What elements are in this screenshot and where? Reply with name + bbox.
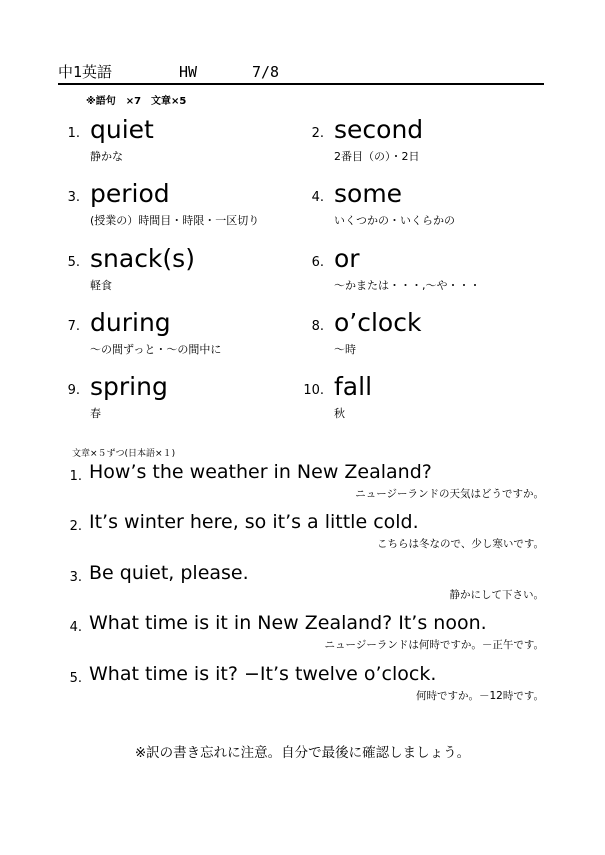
vocab-word: fall xyxy=(334,372,373,401)
sentence-item-5 xyxy=(64,662,544,706)
sentence-number: 2. xyxy=(69,519,82,534)
vocab-number: 4. xyxy=(311,190,324,205)
sentence-item-3 xyxy=(64,561,544,605)
vocab-meaning: 2番目（の）・2日 xyxy=(334,150,420,163)
sentence-number: 4. xyxy=(69,620,82,635)
footer-note: ※訳の書き忘れに注意。自分で最後に確認しましょう。 xyxy=(134,745,471,761)
vocab-meaning: 春 xyxy=(90,407,101,420)
vocab-meaning: 秋 xyxy=(334,407,345,420)
vocab-word: during xyxy=(90,308,171,337)
sentence-japanese: ニュージーランドは何時ですか。－正午です。 xyxy=(324,639,544,651)
vocab-meaning: 軽食 xyxy=(90,279,112,292)
sentence-english: What time is it? −It’s twelve o’clock. xyxy=(89,663,437,685)
sentence-english: It’s winter here, so it’s a little cold. xyxy=(89,511,419,533)
sentence-japanese: こちらは冬なので、少し寒いです。 xyxy=(377,538,544,550)
vocab-word: snack(s) xyxy=(90,244,195,273)
vocab-word: spring xyxy=(90,372,168,401)
vocab-number: 6. xyxy=(311,255,324,270)
sentence-english: Be quiet, please. xyxy=(89,562,249,584)
sentence-japanese: ニュージーランドの天気はどうですか。 xyxy=(355,488,544,500)
vocab-number: 1. xyxy=(67,126,80,141)
vocab-number: 10. xyxy=(303,383,324,398)
sentences-header: 文章×５ずつ(日本語×１) xyxy=(72,449,176,459)
vocab-number: 7. xyxy=(67,319,80,334)
vocab-meaning: ～時 xyxy=(334,343,356,356)
instruction-text: ※語句 ×7 文章×5 xyxy=(86,96,187,107)
vocab-number: 2. xyxy=(311,126,324,141)
sentence-item-4 xyxy=(64,611,544,655)
sentence-japanese: 何時ですか。－12時です。 xyxy=(415,690,544,702)
vocab-meaning: いくつかの・いくらかの xyxy=(334,214,455,227)
vocab-number: 8. xyxy=(311,319,324,334)
date-label: 7/8 xyxy=(252,63,280,81)
vocab-meaning: (授業の）時間目・時限・一区切り xyxy=(90,214,260,227)
sentence-number: 3. xyxy=(69,570,82,585)
vocab-number: 3. xyxy=(67,190,80,205)
vocab-number: 5. xyxy=(67,255,80,270)
sentence-english: What time is it in New Zealand? It’s noon. xyxy=(89,612,487,634)
sentence-japanese: 静かにして下さい。 xyxy=(449,589,544,601)
vocab-meaning: ～かまたは・・・,～や・・・ xyxy=(334,279,481,292)
vocab-word: second xyxy=(334,115,424,144)
sentence-number: 5. xyxy=(69,671,82,686)
homework-label: HW xyxy=(179,63,198,81)
sentence-item-1 xyxy=(64,460,544,504)
worksheet-header xyxy=(58,62,544,85)
sentence-item-2 xyxy=(64,510,544,554)
vocab-word: period xyxy=(90,179,170,208)
subject-title: 中1英語 xyxy=(58,63,113,81)
vocab-meaning: 静かな xyxy=(90,150,123,163)
vocab-number: 9. xyxy=(67,383,80,398)
vocab-word: quiet xyxy=(90,115,154,144)
vocab-word: or xyxy=(334,244,360,273)
sentence-english: How’s the weather in New Zealand? xyxy=(89,461,432,483)
vocab-word: some xyxy=(334,179,403,208)
vocab-word: o’clock xyxy=(334,308,422,337)
vocab-meaning: ～の間ずっと・～の間中に xyxy=(90,343,222,356)
sentence-number: 1. xyxy=(69,469,82,484)
